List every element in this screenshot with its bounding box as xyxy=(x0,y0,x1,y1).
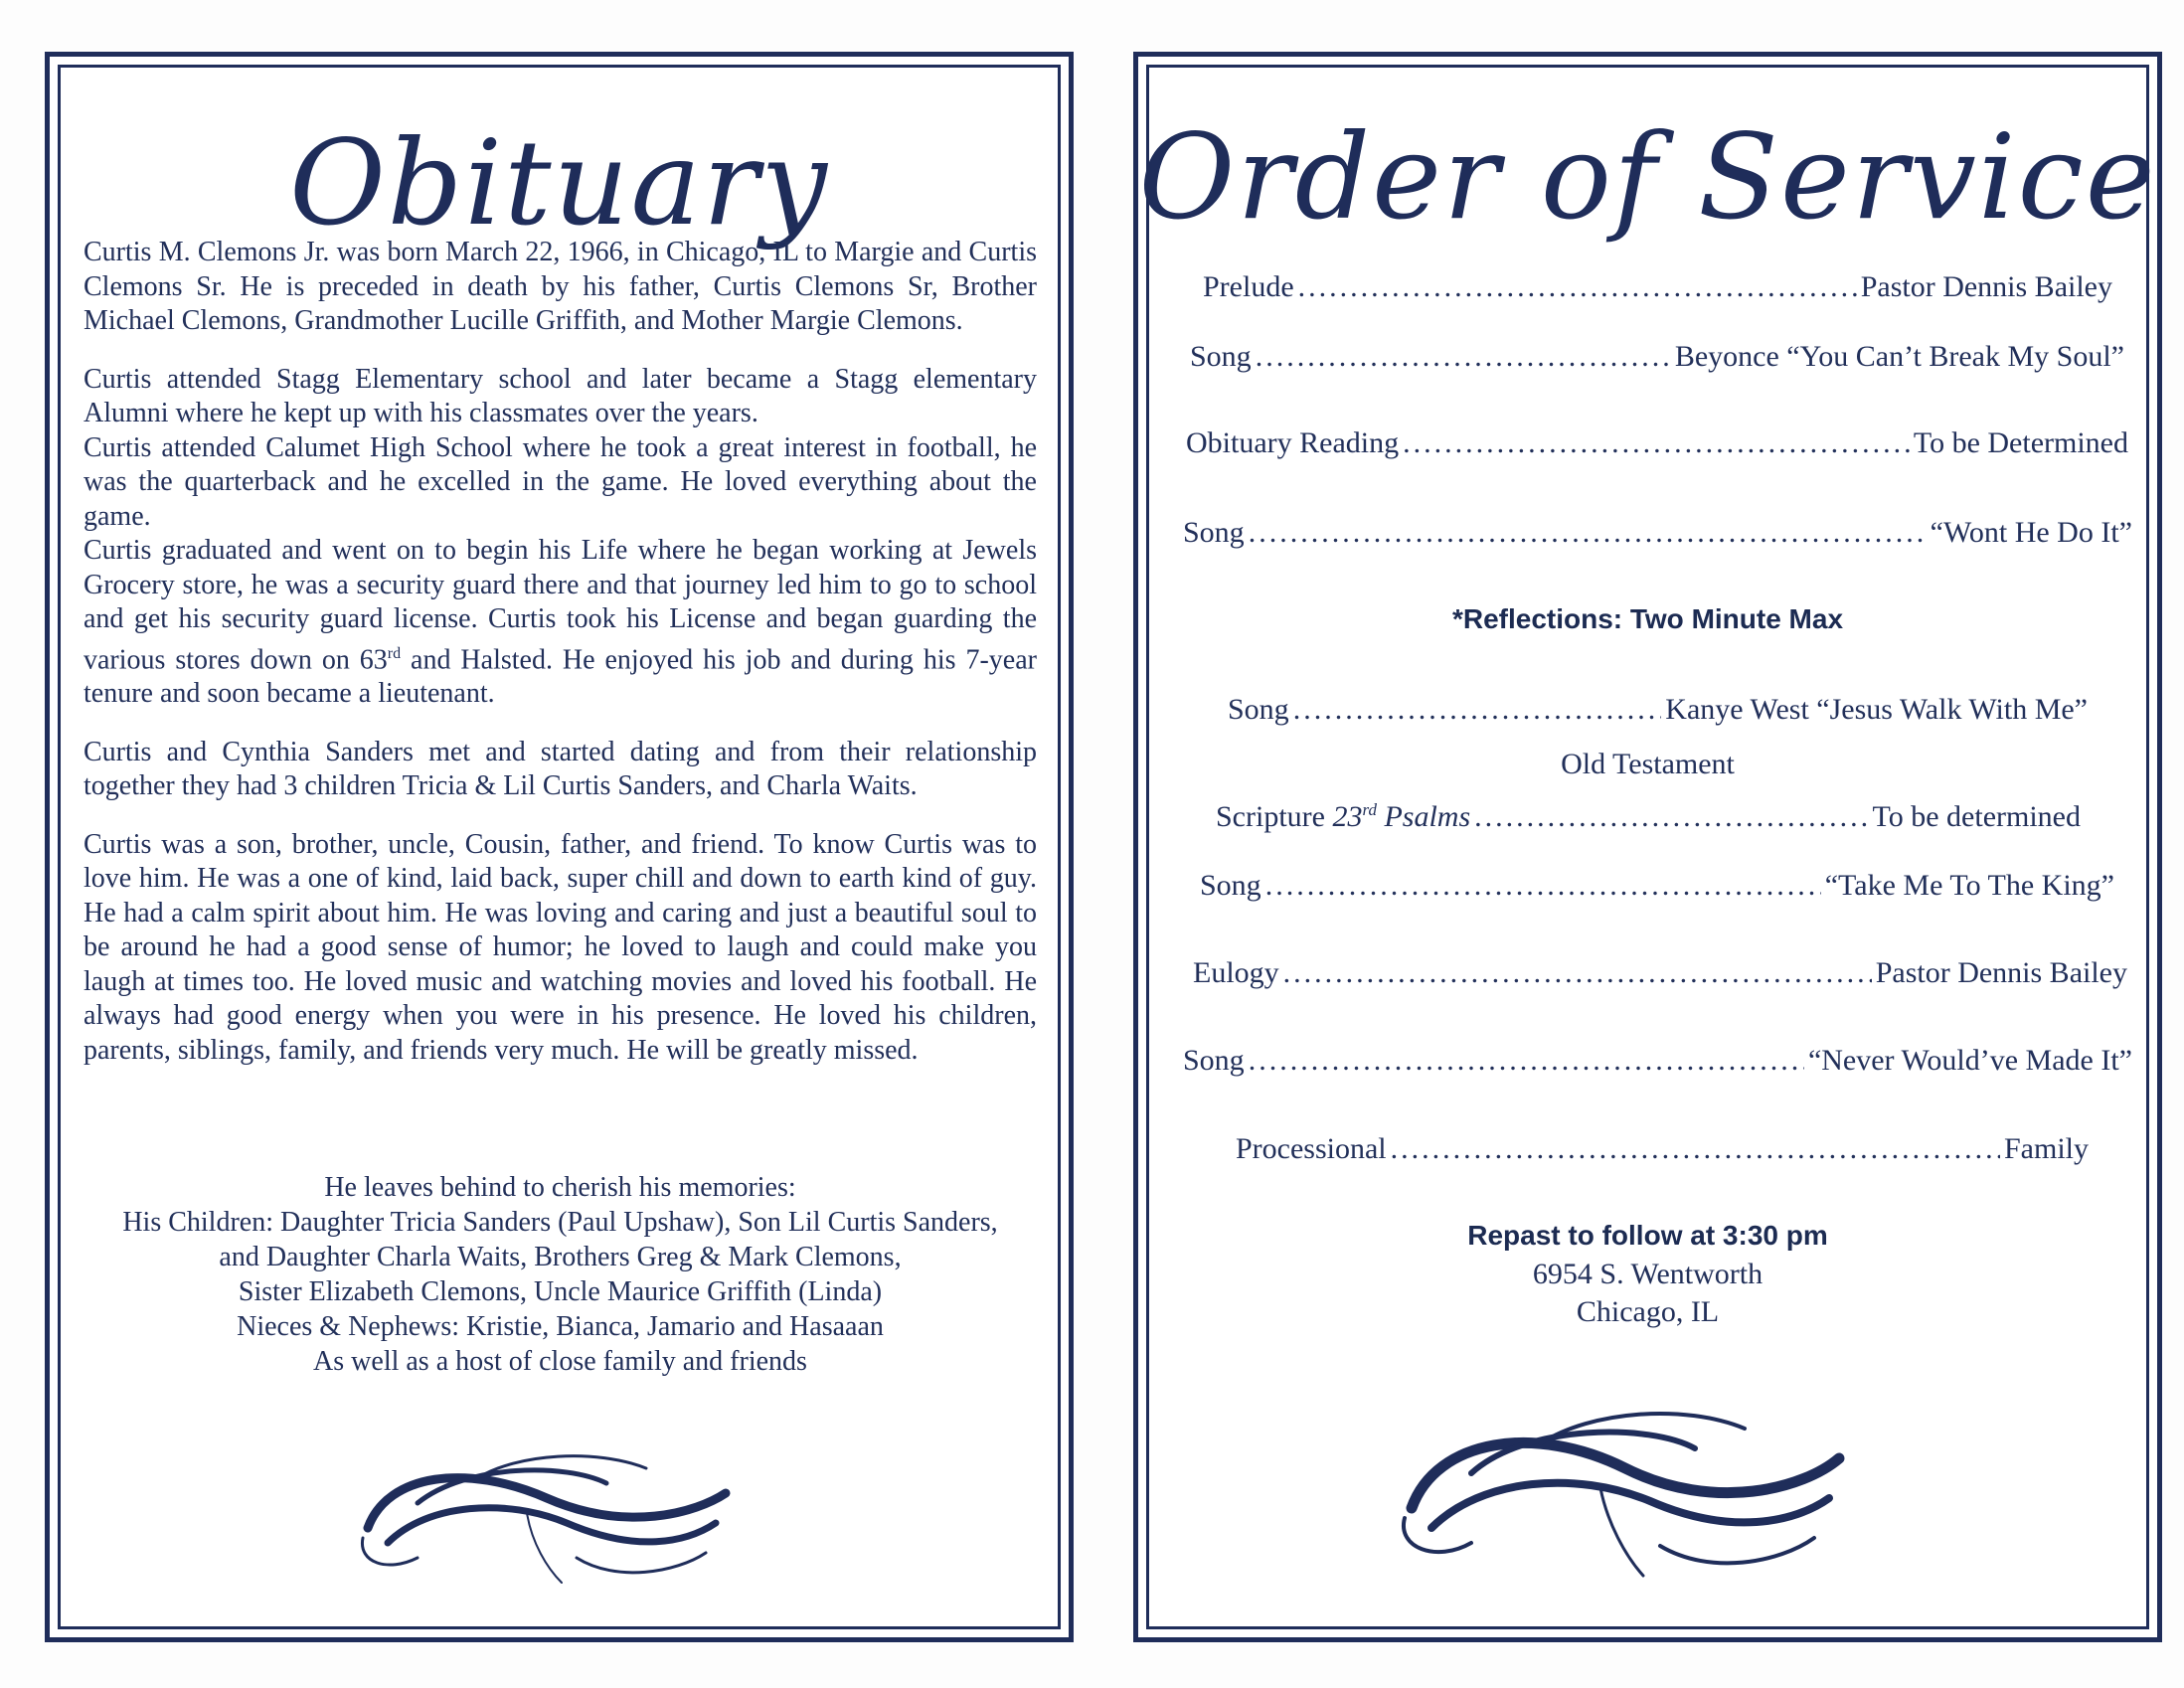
reflections-note: *Reflections: Two Minute Max xyxy=(1451,603,1844,634)
order-of-service-panel xyxy=(1133,52,2162,1642)
memories-line: Sister Elizabeth Clemons, Uncle Maurice Griffith (Linda) xyxy=(238,1276,883,1307)
service-item-label: Obituary Reading xyxy=(1186,426,1400,459)
leader-dots xyxy=(1256,340,1671,374)
ordinal-suffix: rd xyxy=(387,644,402,662)
service-item-song-4 xyxy=(1200,869,2114,903)
service-item-song-5 xyxy=(1183,1044,2132,1078)
leader-dots xyxy=(1249,516,1927,550)
leader-dots xyxy=(1293,693,1662,727)
leader-dots xyxy=(1403,426,1910,460)
obituary-paragraph-birth: Curtis M. Clemons Jr. was born March 22, 1966, in Chicago, IL to Margie and Curtis Clemons Sr. He is preceded in death by his father, Curtis Clemons Sr, Brother Michael Clemons, Grandmother Lucille Griffith, and Mother Margie Clemons. xyxy=(84,237,1037,336)
service-item-song-2 xyxy=(1183,516,2132,550)
service-item-performer: Family xyxy=(2003,1132,2089,1165)
flourish-ornament-icon xyxy=(348,1443,746,1593)
service-item-label: Scripture 23rd Psalms xyxy=(1216,800,1471,833)
service-item-label: Song xyxy=(1228,693,1289,726)
service-item-performer: Kanye West “Jesus Walk With Me” xyxy=(1665,693,2088,726)
service-item-label: Eulogy xyxy=(1193,956,1279,989)
ordinal-suffix: rd xyxy=(1362,800,1377,819)
leader-dots xyxy=(1265,869,1821,903)
leader-dots xyxy=(1474,800,1868,834)
repast-heading: Repast to follow at 3:30 pm xyxy=(1467,1220,1828,1251)
psalm-label: Psalms xyxy=(1376,800,1471,833)
career-text-a: Curtis graduated and went on to begin his Life where he began working at Jewels Grocery store, he was a security guard there and that journey led him to go to school and get his security guard license. Curtis took his License and began guarding the various stores down on 63 xyxy=(84,535,1037,675)
memories-line: Nieces & Nephews: Kristie, Bianca, Jamario and Hasaaan xyxy=(237,1311,884,1342)
obituary-body xyxy=(84,236,1037,1068)
obituary-title: Obituary xyxy=(289,114,829,252)
memories-line: As well as a host of close family and friends xyxy=(313,1346,807,1377)
repast-city: Chicago, IL xyxy=(1576,1295,1720,1328)
leader-dots xyxy=(1298,270,1857,304)
leader-dots xyxy=(1283,956,1872,990)
flourish-ornament-icon xyxy=(1387,1399,1864,1588)
service-item-performer: “Take Me To The King” xyxy=(1824,869,2114,902)
service-item-performer: To be Determined xyxy=(1913,426,2128,459)
service-item-performer: “Wont He Do It” xyxy=(1930,516,2132,549)
service-item-performer: Beyonce “You Can’t Break My Soul” xyxy=(1674,340,2124,373)
memories-line: and Daughter Charla Waits, Brothers Greg & Mark Clemons, xyxy=(219,1242,902,1272)
order-of-service-title: Order of Service xyxy=(1138,108,2157,246)
career-text-b: and Halsted. He enjoyed his job and during his 7-year tenure and soon became a lieutenant. xyxy=(84,643,1037,710)
repast-address: 6954 S. Wentworth xyxy=(1532,1258,1764,1290)
service-item-label: Song xyxy=(1190,340,1252,373)
service-item-performer: To be determined xyxy=(1872,800,2081,833)
service-item-prelude xyxy=(1203,270,2112,304)
service-item-obituary-reading xyxy=(1186,426,2128,460)
service-item-eulogy xyxy=(1193,956,2127,990)
service-item-label: Song xyxy=(1200,869,1261,902)
service-item-performer: Pastor Dennis Bailey xyxy=(1860,270,2112,303)
obituary-paragraph-highschool: Curtis attended Calumet High School where he took a great interest in football, he was the quarterback and he excelled in the game. He loved everything about the game. xyxy=(84,431,1037,532)
service-item-song-1 xyxy=(1190,340,2124,374)
psalm-number: 23 xyxy=(1332,800,1363,833)
obituary-paragraph-character: Curtis was a son, brother, uncle, Cousin, father, and friend. To know Curtis was to love him. He was a one of kind, laid back, super chill and down to earth kind of guy. He had a calm spirit about him. He was loving and caring and just a beautiful soul to be around he had a good sense of humor; he loved to laugh and could make you laugh at times too. He loved music and watching movies and loved his football. He always had good energy when you were in his presence. He loved his children, parents, siblings, family, and friends very much. He will be greatly missed. xyxy=(84,828,1037,1066)
service-item-label: Processional xyxy=(1236,1132,1387,1165)
obituary-paragraph-elementary: Curtis attended Stagg Elementary school and later became a Stagg elementary Alumni where he kept up with his classmates over the years. xyxy=(84,363,1037,428)
old-testament-label: Old Testament xyxy=(1561,748,1735,780)
service-item-performer: Pastor Dennis Bailey xyxy=(1875,956,2127,989)
obituary-paragraph-family: Curtis and Cynthia Sanders met and started dating and from their relationship together they had 3 children Tricia & Lil Curtis Sanders, and Charla Waits. xyxy=(84,736,1037,802)
service-item-scripture xyxy=(1216,800,2081,834)
leader-dots xyxy=(1249,1044,1804,1078)
service-item-label: Song xyxy=(1183,516,1245,549)
service-item-performer: “Never Would’ve Made It” xyxy=(1807,1044,2132,1077)
service-item-song-3 xyxy=(1228,693,2088,727)
obituary-panel xyxy=(45,52,1074,1642)
memories-line: He leaves behind to cherish his memories: xyxy=(324,1172,796,1203)
leader-dots xyxy=(1391,1132,2000,1166)
memories-line: His Children: Daughter Tricia Sanders (Paul Upshaw), Son Lil Curtis Sanders, xyxy=(122,1207,998,1238)
service-item-label: Song xyxy=(1183,1044,1245,1077)
memories-block xyxy=(84,1170,1037,1379)
service-item-label: Prelude xyxy=(1203,270,1294,303)
service-item-processional xyxy=(1236,1132,2089,1166)
obituary-paragraph-career xyxy=(84,534,1037,712)
